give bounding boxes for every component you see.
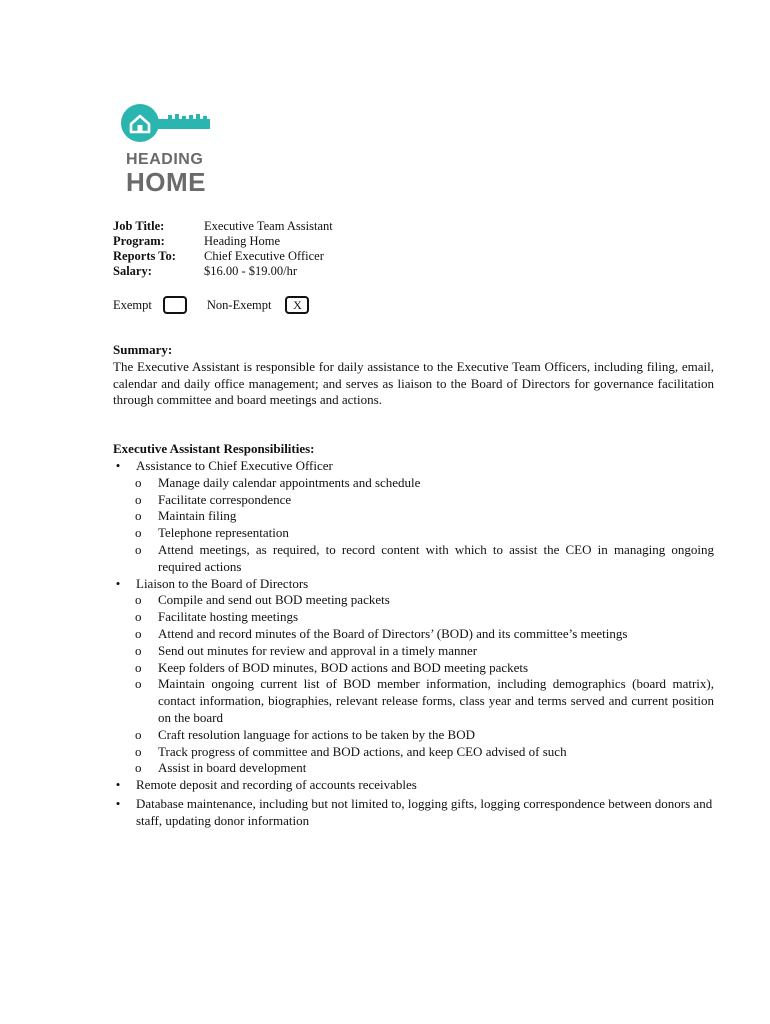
circle-bullet-icon: o [135, 474, 142, 490]
circle-bullet-icon: o [135, 659, 142, 675]
logo-line-home: HOME [126, 167, 206, 197]
info-row-program [113, 234, 333, 249]
sub-list-item [113, 760, 714, 777]
heading-home-logo [120, 103, 220, 198]
sub-list-item [113, 609, 714, 626]
list-item-text: Remote deposit and recording of accounts receivables [136, 777, 417, 793]
circle-bullet-icon: o [135, 592, 142, 608]
sub-item-text: Maintain ongoing current list of BOD member information, including demographics (board matrix), contact information, biographies, relevant release forms, class year and terms served and current position on the board [158, 676, 714, 725]
summary-heading: Summary: [113, 342, 173, 357]
bullet-icon: • [115, 457, 121, 473]
responsibilities-list [113, 458, 714, 830]
sub-item-text: Send out minutes for review and approval in a timely manner [158, 642, 478, 658]
circle-bullet-icon: o [135, 541, 142, 557]
sub-list-item [113, 492, 714, 509]
sub-item-text: Craft resolution language for actions to be taken by the BOD [158, 726, 475, 742]
sub-list-item [113, 592, 714, 609]
sub-list-item [113, 744, 714, 761]
logo-line-heading: HEADING [126, 151, 204, 168]
circle-bullet-icon: o [135, 609, 142, 625]
sub-list-item [113, 542, 714, 576]
circle-bullet-icon: o [135, 743, 142, 759]
info-label: Program: [113, 234, 165, 248]
circle-bullet-icon: o [135, 525, 142, 541]
list-item-text: Liaison to the Board of Directors [136, 575, 309, 591]
sub-list-item [113, 676, 714, 726]
list-item [113, 458, 714, 576]
circle-bullet-icon: o [135, 508, 142, 524]
sub-item-text: Manage daily calendar appointments and schedule [158, 474, 421, 490]
sub-list [113, 592, 714, 777]
bullet-icon: • [115, 575, 121, 591]
circle-bullet-icon: o [135, 642, 142, 658]
list-item-text: Assistance to Chief Executive Officer [136, 457, 333, 473]
sub-list-item [113, 727, 714, 744]
list-item [113, 796, 714, 830]
info-value: $16.00 - $19.00/hr [204, 264, 298, 278]
circle-bullet-icon: o [135, 676, 142, 692]
non-exempt-checkbox[interactable]: X [285, 296, 309, 314]
circle-bullet-icon: o [135, 625, 142, 641]
list-item-text: Database maintenance, including but not limited to, logging gifts, logging correspondence between donors and staff, updating donor information [136, 795, 713, 828]
sub-item-text: Attend and record minutes of the Board of Directors’ (BOD) and its committee’s meetings [158, 625, 628, 641]
info-value: Chief Executive Officer [204, 249, 324, 263]
circle-bullet-icon: o [135, 760, 142, 776]
sub-list-item [113, 508, 714, 525]
circle-bullet-icon: o [135, 726, 142, 742]
key-house-icon [120, 103, 215, 149]
sub-list [113, 475, 714, 576]
sub-item-text: Facilitate hosting meetings [158, 609, 299, 625]
info-label: Job Title: [113, 219, 165, 233]
sub-item-text: Keep folders of BOD minutes, BOD actions and BOD meeting packets [158, 659, 529, 675]
sub-item-text: Facilitate correspondence [158, 491, 292, 507]
non-exempt-label: Non-Exempt [206, 297, 272, 312]
circle-bullet-icon: o [135, 491, 142, 507]
info-row-reports-to [113, 249, 333, 264]
sub-item-text: Assist in board development [158, 760, 307, 776]
sub-list-item [113, 475, 714, 492]
summary-text: The Executive Assistant is responsible for daily assistance to the Executive Team Officers, including filing, email, calendar and daily office management; and serves as liaison to the Board of Directors for governance facilitation through committee and board meetings and actions. [113, 358, 714, 408]
info-label: Salary: [113, 264, 152, 278]
exempt-status [113, 294, 309, 316]
info-value: Heading Home [204, 234, 281, 248]
sub-list-item [113, 626, 714, 643]
info-label: Reports To: [113, 249, 176, 263]
sub-list-item [113, 525, 714, 542]
sub-item-text: Telephone representation [158, 525, 289, 541]
bullet-icon: • [115, 777, 121, 793]
sub-list-item [113, 660, 714, 677]
sub-item-text: Track progress of committee and BOD actions, and keep CEO advised of such [158, 743, 567, 759]
exempt-label: Exempt [113, 297, 152, 312]
info-row-salary [113, 264, 333, 279]
list-item [113, 777, 714, 794]
responsibilities-heading: Executive Assistant Responsibilities: [113, 441, 315, 457]
sub-item-text: Compile and send out BOD meeting packets [158, 592, 390, 608]
job-info-table [113, 219, 333, 279]
sub-list-item [113, 643, 714, 660]
bullet-icon: • [115, 795, 121, 811]
list-item [113, 576, 714, 778]
document-body [113, 342, 714, 830]
info-value: Executive Team Assistant [204, 219, 333, 233]
logo-wordmark [126, 152, 206, 195]
info-row-job-title [113, 219, 333, 234]
exempt-checkbox[interactable] [163, 296, 187, 314]
sub-item-text: Attend meetings, as required, to record content with which to assist the CEO in managing ongoing required actions [158, 541, 714, 574]
sub-item-text: Maintain filing [158, 508, 237, 524]
